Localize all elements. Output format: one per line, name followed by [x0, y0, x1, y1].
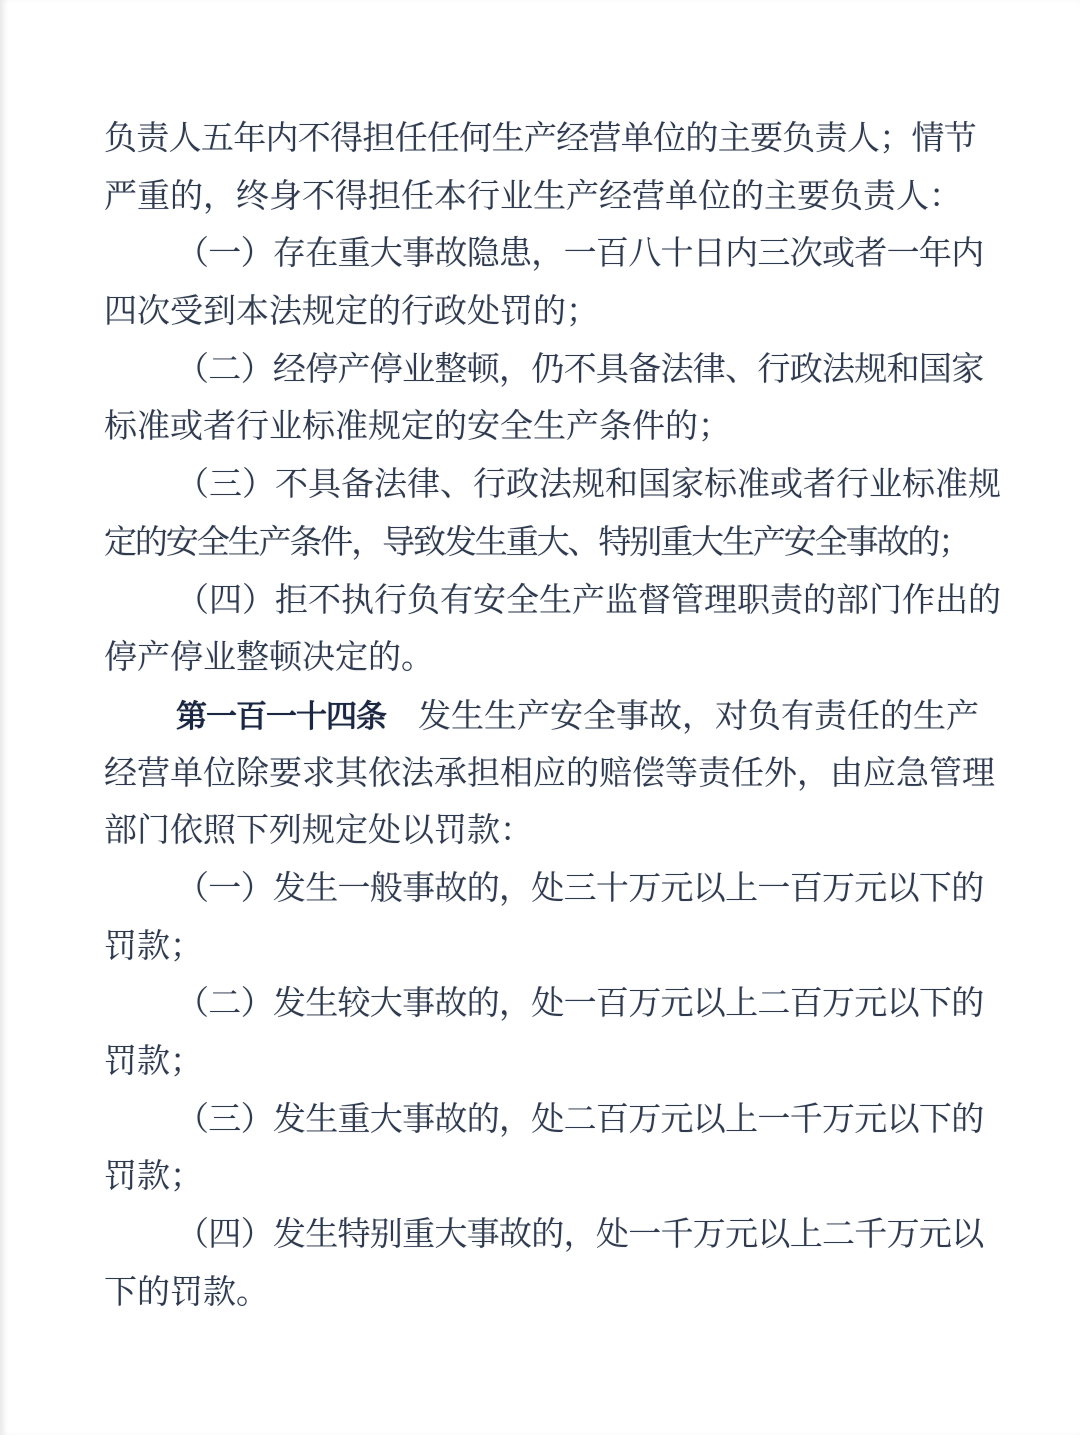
text-line: 定的安全生产条件，导致发生重大、特别重大生产安全事故的；: [104, 524, 970, 561]
text-line: 停产停业整顿决定的。: [104, 640, 434, 677]
text-line: 四次受到本法规定的行政处罚的；: [104, 294, 599, 331]
text-line: 严重的，终身不得担任本行业生产经营单位的主要负责人：: [104, 178, 962, 215]
article-number: 第一百一十四条: [176, 698, 386, 734]
text-line: 部门依照下列规定处以罚款：: [104, 813, 533, 850]
text-line-item-2: （二）经停产停业整顿，仍不具备法律、行政法规和国家: [176, 351, 984, 388]
text-line-article-114: [104, 688, 1056, 746]
text-line: 经营单位除要求其依法承担相应的赔偿等责任外，由应急管理: [104, 755, 995, 792]
text-line: 罚款；: [104, 1159, 203, 1196]
text-line: 标准或者行业标准规定的安全生产条件的；: [104, 409, 731, 446]
text-line-fine-item-4: （四）发生特别重大事故的，处一千万元以上二千万元以: [176, 1217, 984, 1254]
text-line-item-1: （一）存在重大事故隐患，一百八十日内三次或者一年内: [176, 236, 984, 273]
text-line: 下的罚款。: [104, 1274, 269, 1311]
text-line: 负责人五年内不得担任任何生产经营单位的主要负责人；情节: [104, 121, 977, 157]
text-line: 罚款；: [104, 928, 203, 965]
text-line-fine-item-2: （二）发生较大事故的，处一百万元以上二百万元以下的: [176, 986, 984, 1023]
text-line-fine-item-3: （三）发生重大事故的，处二百万元以上一千万元以下的: [176, 1101, 984, 1138]
text-line-fine-item-1: （一）发生一般事故的，处三十万元以上一百万元以下的: [176, 870, 984, 907]
text-line-item-3: （三）不具备法律、行政法规和国家标准或者行业标准规: [176, 467, 1001, 504]
article-line-text: 发生生产安全事故，对负有责任的生产: [418, 698, 979, 735]
text-line: 罚款；: [104, 1044, 203, 1080]
text-line-item-4: （四）拒不执行负有安全生产监督管理职责的部门作出的: [176, 582, 1001, 619]
